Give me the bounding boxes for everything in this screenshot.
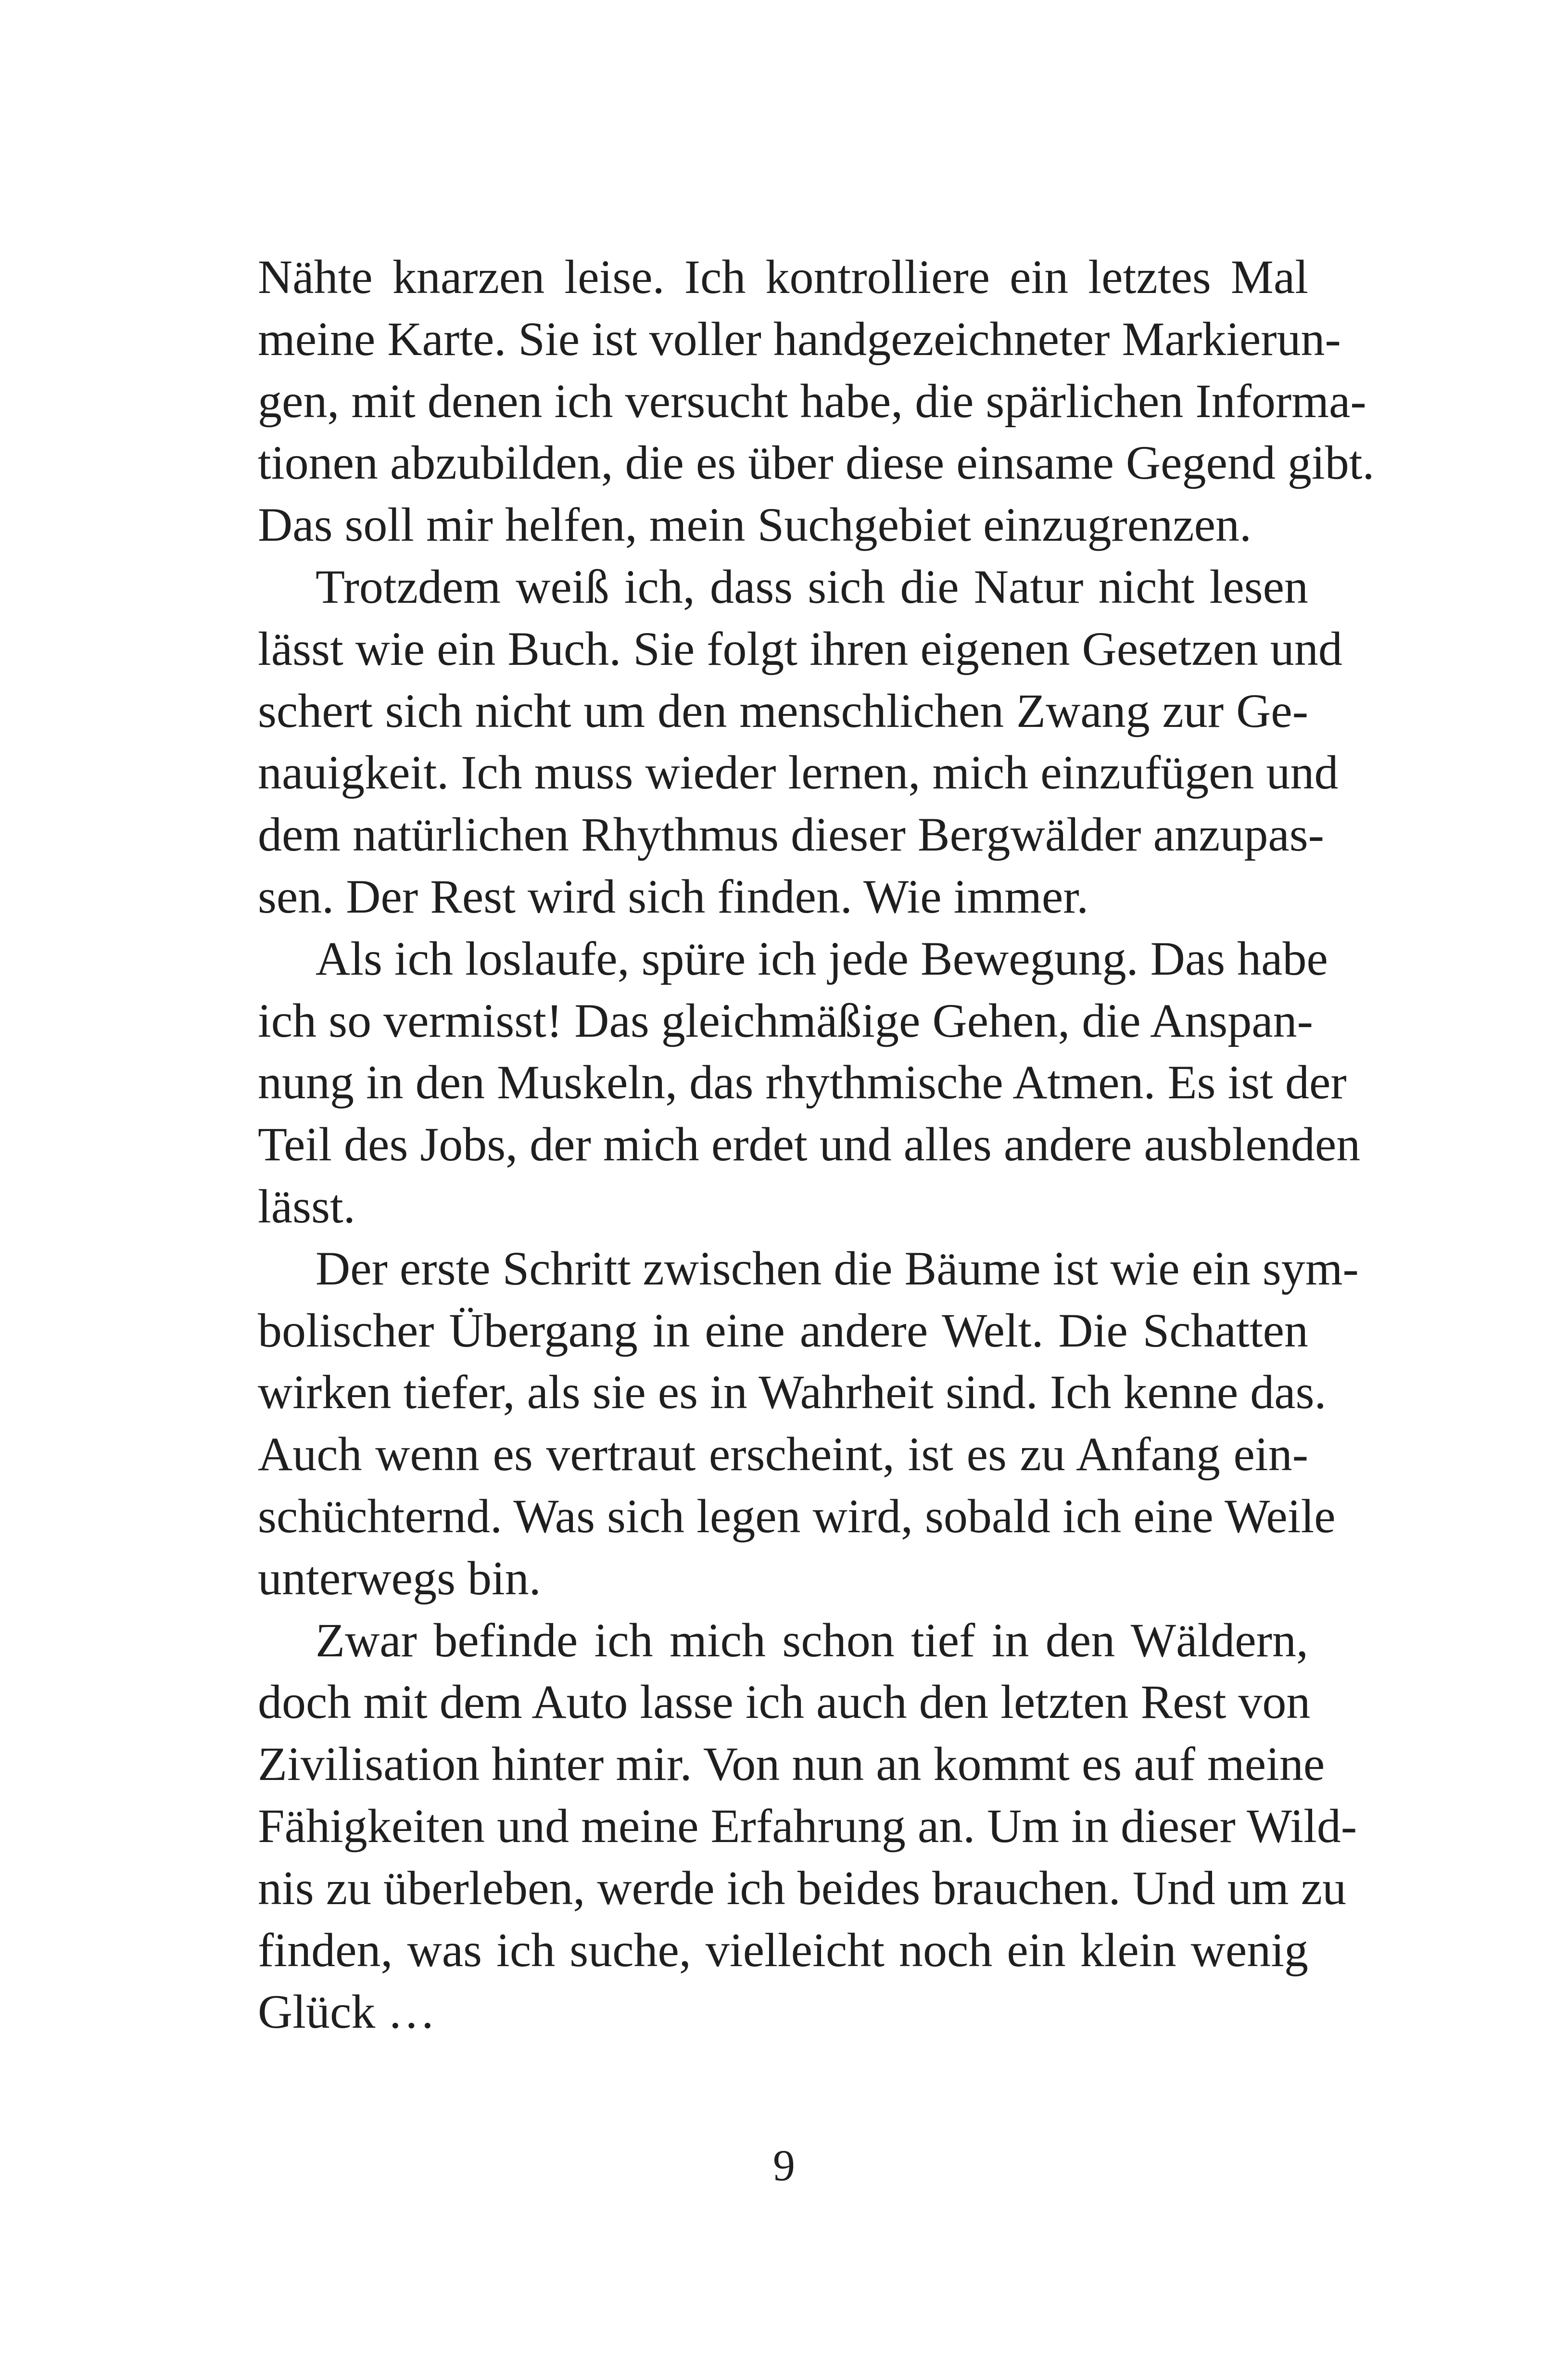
paragraph <box>258 1610 1357 2044</box>
text-line: Zivilisation hinter mir. Von nun an kommt es auf meine <box>258 1737 1325 1791</box>
paragraph <box>258 246 1375 556</box>
text-line: lässt. <box>258 1179 355 1233</box>
body-text <box>258 246 1375 2043</box>
text-line: doch mit dem Auto lasse ich auch den letzten Rest von <box>258 1675 1311 1729</box>
text-line: dem natürlichen Rhythmus dieser Bergwälder anzupas- <box>258 808 1324 862</box>
text-line: Trotzdem weiß ich, dass sich die Natur nicht lesen <box>316 559 1308 613</box>
text-line: gen, mit denen ich versucht habe, die spärlichen Informa- <box>258 374 1366 428</box>
text-line: nung in den Muskeln, das rhythmische Atmen. Es ist der <box>258 1055 1347 1109</box>
paragraph <box>258 928 1361 1238</box>
text-line: schert sich nicht um den menschlichen Zwang zur Ge- <box>258 684 1308 737</box>
text-line: wirken tiefer, als sie es in Wahrheit sind. Ich kenne das. <box>258 1365 1327 1419</box>
text-line: Zwar befinde ich mich schon tief in den Wäldern, <box>316 1613 1308 1667</box>
text-line: Fähigkeiten und meine Erfahrung an. Um in dieser Wild- <box>258 1799 1357 1853</box>
text-line: schüchternd. Was sich legen wird, sobald ich eine Weile <box>258 1489 1336 1543</box>
text-line: Nähte knarzen leise. Ich kontrolliere ein letztes Mal <box>258 250 1308 304</box>
text-line: meine Karte. Sie ist voller handgezeichneter Markierun- <box>258 312 1341 366</box>
page-number: 9 <box>773 2141 795 2190</box>
text-line: nis zu überleben, werde ich beides brauchen. Und um zu <box>258 1861 1347 1915</box>
text-line: ich so vermisst! Das gleichmäßige Gehen, die Anspan- <box>258 993 1313 1047</box>
text-line: bolischer Übergang in eine andere Welt. Die Schatten <box>258 1303 1308 1357</box>
text-line: Der erste Schritt zwischen die Bäume ist wie ein sym- <box>316 1241 1359 1295</box>
text-line: Als ich loslaufe, spüre ich jede Bewegung. Das habe <box>316 931 1328 985</box>
paragraph <box>258 556 1342 928</box>
text-line: Das soll mir helfen, mein Suchgebiet einzugrenzen. <box>258 498 1252 552</box>
text-line: nauigkeit. Ich muss wieder lernen, mich einzufügen und <box>258 746 1339 800</box>
text-line: Glück … <box>258 1985 436 2039</box>
text-line: sen. Der Rest wird sich finden. Wie immer. <box>258 869 1089 923</box>
text-line: unterwegs bin. <box>258 1551 541 1605</box>
paragraph <box>258 1238 1359 1610</box>
text-line: lässt wie ein Buch. Sie folgt ihren eigenen Gesetzen und <box>258 622 1342 675</box>
text-line: finden, was ich suche, vielleicht noch ein klein wenig <box>258 1923 1308 1977</box>
text-line: Teil des Jobs, der mich erdet und alles andere ausblenden <box>258 1118 1361 1171</box>
text-line: Auch wenn es vertraut erscheint, ist es zu Anfang ein- <box>258 1427 1308 1481</box>
text-line: tionen abzubilden, die es über diese einsame Gegend gibt. <box>258 436 1375 490</box>
